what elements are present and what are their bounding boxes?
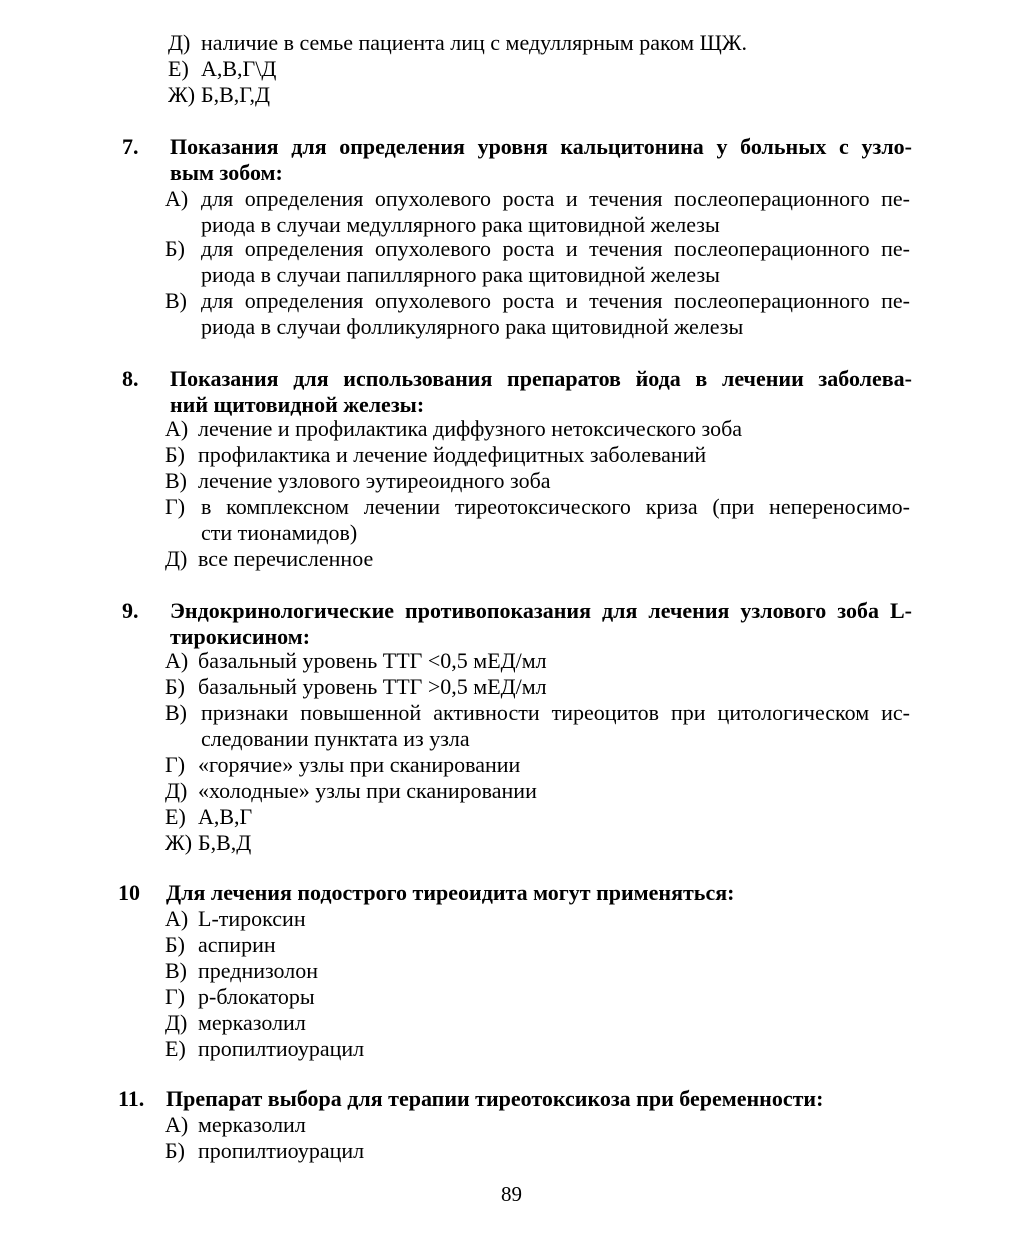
question-text: [166, 1086, 908, 1112]
option-line: [168, 30, 747, 56]
option-text: Б,В,Г,Д: [201, 82, 271, 107]
option-line: [165, 442, 706, 468]
option-text-line: следовании пунктата из узла: [201, 726, 470, 751]
question-number: 10: [118, 880, 140, 905]
option-text: профилактика и лечение йоддефицитных заболеваний: [198, 442, 707, 467]
question-heading: [122, 134, 912, 186]
option-letter: Е): [165, 1036, 186, 1061]
option-line: [165, 648, 547, 674]
question-heading: [122, 366, 912, 418]
option-item: [165, 186, 910, 238]
option-text: [165, 236, 910, 288]
option-letter: Е): [165, 804, 186, 829]
option-line: [168, 82, 270, 108]
option-text: наличие в семье пациента лиц с медуллярным раком ЩЖ.: [201, 30, 747, 55]
question-text-line: Показания для использования препаратов йода в лечении заболева-: [170, 366, 912, 391]
option-line: [165, 546, 373, 572]
page-number: 89: [501, 1182, 522, 1206]
option-letter: Г): [165, 984, 186, 1009]
option-line: [165, 674, 547, 700]
option-text-line: для определения опухолевого роста и течения послеоперационного пе-: [201, 186, 910, 211]
option-letter: Б): [165, 674, 185, 699]
option-letter: А): [165, 906, 189, 931]
option-line: [165, 804, 252, 830]
option-text: аспирин: [198, 932, 276, 957]
question-text-line: ний щитовидной железы:: [170, 392, 425, 417]
option-text: «холодные» узлы при сканировании: [198, 778, 537, 803]
option-item: [165, 700, 910, 752]
option-text-line: риода в случаи папиллярного рака щитовидной железы: [201, 262, 720, 287]
option-letter: Б): [165, 442, 185, 467]
option-text-line: риода в случаи фолликулярного рака щитовидной железы: [201, 314, 744, 339]
option-text: все перечисленное: [198, 546, 374, 571]
question-text-line: Эндокринологические противопоказания для лечения узлового зоба L-: [170, 598, 912, 623]
option-text: пропилтиоурацил: [198, 1138, 365, 1163]
option-text-line: риода в случаи медуллярного рака щитовидной железы: [201, 212, 720, 237]
question-heading: [118, 1086, 908, 1112]
question-text-line: Препарат выбора для терапии тиреотоксикоза при беременности:: [166, 1086, 824, 1111]
option-text: А,В,Г: [198, 804, 253, 829]
question-text-line: Для лечения подострого тиреоидита могут применяться:: [166, 880, 735, 905]
option-text: L-тироксин: [198, 906, 306, 931]
question-text-line: тирокисином:: [170, 624, 311, 649]
option-letter: Д): [168, 30, 191, 55]
option-text-line: для определения опухолевого роста и течения послеоперационного пе-: [201, 236, 910, 261]
option-line: [165, 830, 251, 856]
option-text: базальный уровень ТТГ <0,5 мЕД/мл: [198, 648, 547, 673]
option-letter: А): [165, 416, 189, 441]
option-letter: Д): [165, 778, 188, 803]
option-line: [165, 1112, 306, 1138]
option-letter: Б): [165, 932, 185, 957]
option-letter: А): [165, 648, 189, 673]
option-text-line: для определения опухолевого роста и течения послеоперационного пе-: [201, 288, 910, 313]
option-letter: Б): [165, 1138, 185, 1163]
option-letter: А): [165, 1112, 189, 1137]
option-line: [165, 1138, 364, 1164]
option-text: [165, 494, 910, 546]
option-line: [165, 958, 318, 984]
option-letter: В): [165, 468, 187, 493]
option-line: [165, 932, 276, 958]
option-letter: Б): [165, 236, 185, 261]
question-number: 9.: [122, 598, 139, 623]
option-line: [165, 416, 742, 442]
question-number: 8.: [122, 366, 139, 391]
option-text: А,В,Г\Д: [201, 56, 277, 81]
question-heading: [122, 598, 912, 650]
option-letter: В): [165, 700, 187, 725]
option-text: [165, 700, 910, 752]
option-line: [165, 752, 520, 778]
option-text-line: в комплексном лечении тиреотоксического криза (при непереносимо-: [201, 494, 910, 519]
option-letter: Е): [168, 56, 189, 81]
option-line: [165, 468, 551, 494]
question-text: [170, 366, 912, 418]
option-text-line: сти тионамидов): [201, 520, 358, 545]
option-line: [168, 56, 276, 82]
option-text: мерказолил: [198, 1112, 306, 1137]
option-letter: Ж): [168, 82, 196, 107]
option-text: [165, 186, 910, 238]
option-line: [165, 778, 537, 804]
option-text: преднизолон: [198, 958, 319, 983]
question-text-line: Показания для определения уровня кальцитонина у больных с узло-: [170, 134, 912, 159]
option-letter: В): [165, 288, 187, 313]
question-number: 7.: [122, 134, 139, 159]
option-text-line: признаки повышенной активности тиреоцитов при цитологическом ис-: [201, 700, 910, 725]
question-text: [166, 880, 908, 906]
option-letter: В): [165, 958, 187, 983]
option-line: [165, 906, 306, 932]
option-letter: А): [165, 186, 189, 211]
option-text: мерказолил: [198, 1010, 306, 1035]
option-letter: Д): [165, 546, 188, 571]
option-text: пропилтиоурацил: [198, 1036, 365, 1061]
option-letter: Ж): [165, 830, 193, 855]
option-text: [165, 288, 910, 340]
option-text: «горячие» узлы при сканировании: [198, 752, 521, 777]
option-letter: Д): [165, 1010, 188, 1035]
question-text: [170, 598, 912, 650]
option-line: [165, 1010, 306, 1036]
option-item: [165, 288, 910, 340]
option-item: [165, 236, 910, 288]
option-text: р-блокаторы: [198, 984, 315, 1009]
option-letter: Г): [165, 752, 186, 777]
option-text: лечение и профилактика диффузного нетоксического зоба: [198, 416, 743, 441]
question-heading: [118, 880, 908, 906]
option-letter: Г): [165, 494, 186, 519]
option-text: лечение узлового эутиреоидного зоба: [198, 468, 551, 493]
option-line: [165, 984, 315, 1010]
question-text-line: вым зобом:: [170, 160, 283, 185]
option-item: [165, 494, 910, 546]
question-text: [170, 134, 912, 186]
option-text: базальный уровень ТТГ >0,5 мЕД/мл: [198, 674, 547, 699]
question-number: 11.: [118, 1086, 145, 1111]
option-line: [165, 1036, 364, 1062]
option-text: Б,В,Д: [198, 830, 252, 855]
